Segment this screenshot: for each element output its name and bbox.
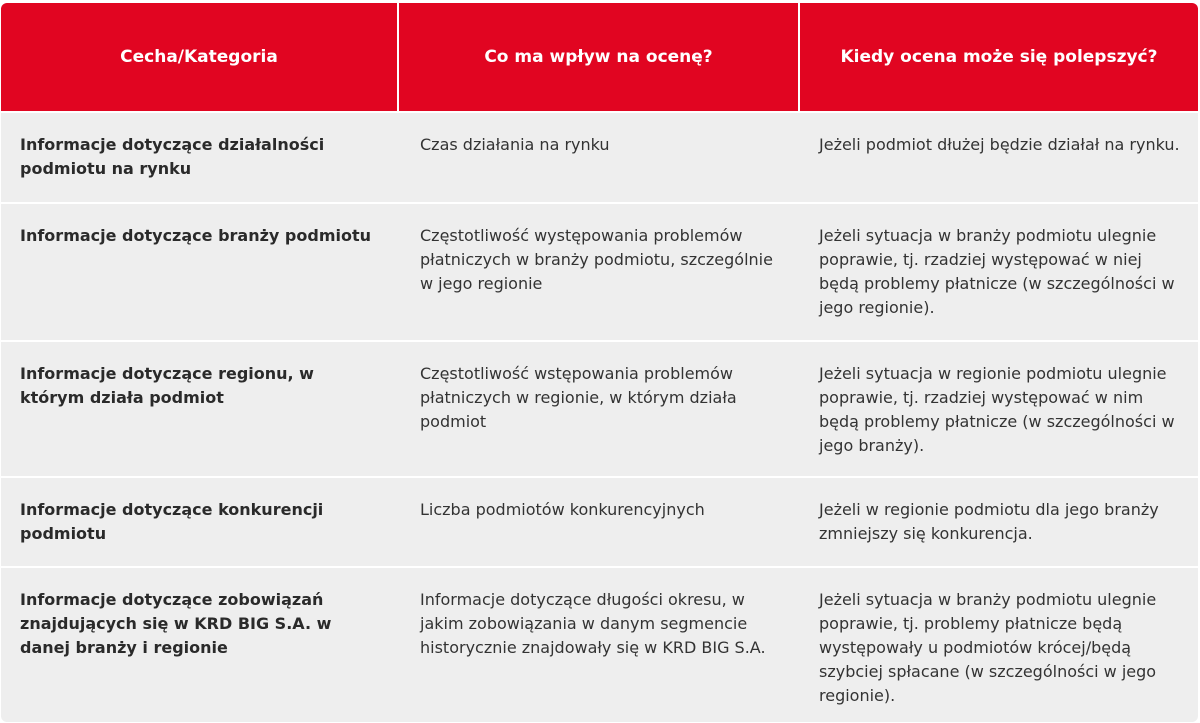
header-category: Cecha/Kategoria — [1, 3, 399, 113]
category-cell: Informacje dotyczące regionu, w którym działa podmiot — [1, 342, 399, 478]
category-cell: Informacje dotyczące konkurencji podmiotu — [1, 478, 399, 568]
table-header — [1, 3, 1198, 113]
table-row — [1, 113, 1198, 204]
influence-cell: Częstotliwość wstępowania problemów płatniczych w regionie, w którym działa podmiot — [399, 342, 800, 478]
header-improvement: Kiedy ocena może się polepszyć? — [800, 3, 1198, 113]
table-row — [1, 478, 1198, 568]
influence-cell: Liczba podmiotów konkurencyjnych — [399, 478, 800, 568]
header-row — [1, 3, 1198, 113]
improvement-cell: Jeżeli sytuacja w branży podmiotu ulegnie poprawie, tj. problemy płatnicze będą występowały u podmiotów krócej/będą szybciej spłacane (w szczególności w jego regionie). — [800, 568, 1198, 722]
table-row — [1, 568, 1198, 722]
rating-criteria-table-container — [1, 3, 1198, 722]
category-cell: Informacje dotyczące branży podmiotu — [1, 204, 399, 342]
improvement-cell: Jeżeli w regionie podmiotu dla jego branży zmniejszy się konkurencja. — [800, 478, 1198, 568]
rating-criteria-table — [1, 3, 1198, 722]
table-body — [1, 113, 1198, 722]
category-cell: Informacje dotyczące zobowiązań znajdujących się w KRD BIG S.A. w danej branży i regionie — [1, 568, 399, 722]
influence-cell: Informacje dotyczące długości okresu, w jakim zobowiązania w danym segmencie historycznie znajdowały się w KRD BIG S.A. — [399, 568, 800, 722]
influence-cell: Czas działania na rynku — [399, 113, 800, 204]
improvement-cell: Jeżeli sytuacja w regionie podmiotu ulegnie poprawie, tj. rzadziej występować w nim będą problemy płatnicze (w szczególności w jego branży). — [800, 342, 1198, 478]
influence-cell: Częstotliwość występowania problemów płatniczych w branży podmiotu, szczególnie w jego regionie — [399, 204, 800, 342]
table-row — [1, 204, 1198, 342]
header-influence: Co ma wpływ na ocenę? — [399, 3, 800, 113]
improvement-cell: Jeżeli podmiot dłużej będzie działał na rynku. — [800, 113, 1198, 204]
category-cell: Informacje dotyczące działalności podmiotu na rynku — [1, 113, 399, 204]
table-row — [1, 342, 1198, 478]
improvement-cell: Jeżeli sytuacja w branży podmiotu ulegnie poprawie, tj. rzadziej występować w niej będą problemy płatnicze (w szczególności w jego regionie). — [800, 204, 1198, 342]
